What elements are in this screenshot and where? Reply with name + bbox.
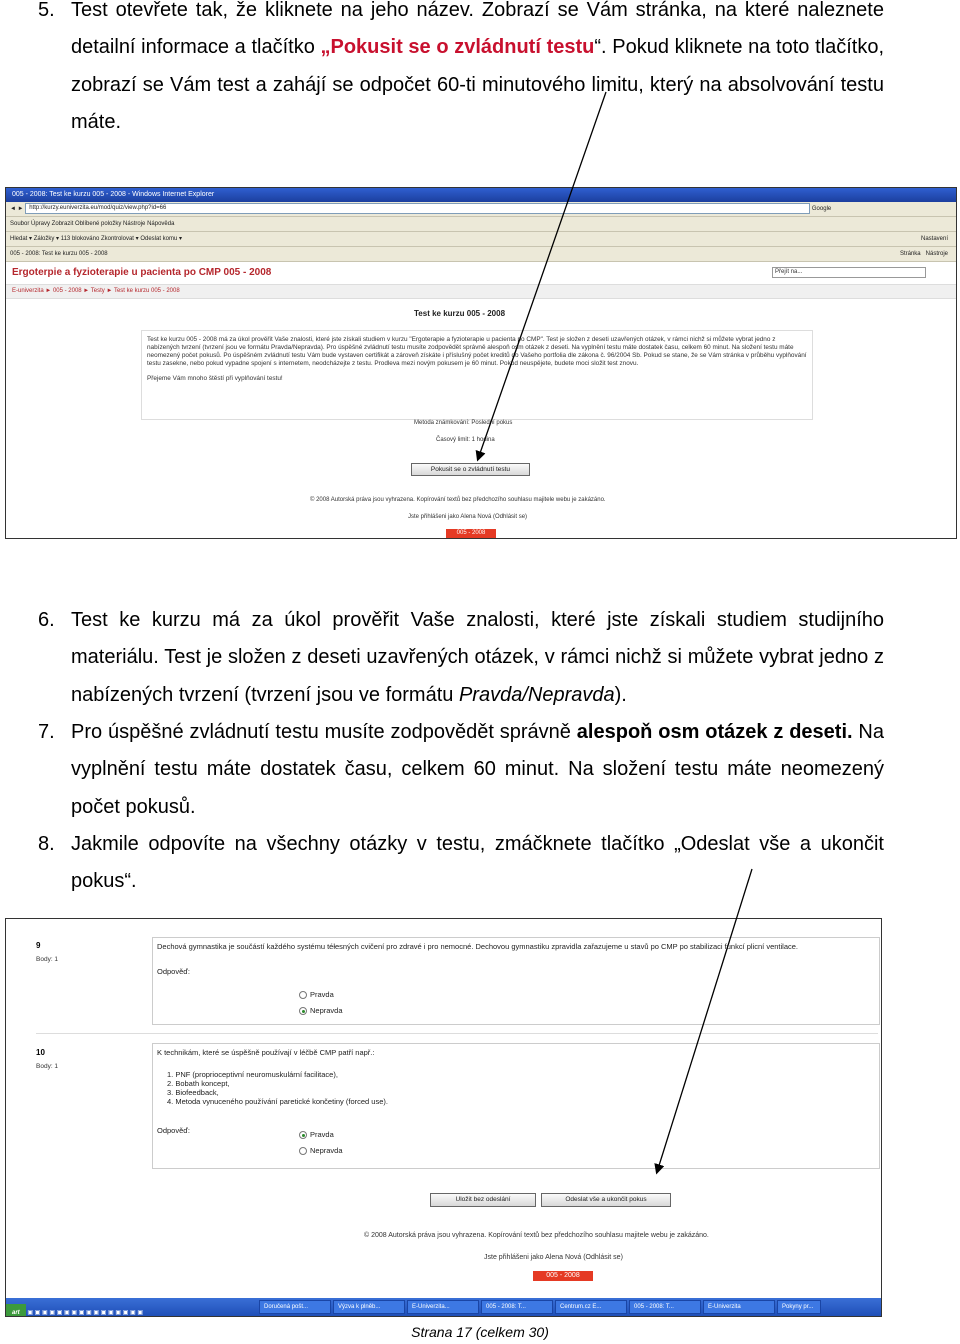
good-luck-text: Přejeme Vám mnoho štěstí při vyplňování testu! — [147, 375, 283, 382]
logged-in[interactable]: Jste přihlášeni jako Alena Nová (Odhlásit se) — [408, 514, 528, 520]
taskbar-item[interactable]: Pokyny pr... — [777, 1300, 821, 1314]
question-9-points: Body: 1 — [36, 956, 59, 963]
option-label: Pravda — [310, 1130, 334, 1139]
tools-menu[interactable]: Nástroje — [925, 251, 948, 257]
list-item: 1. PNF (proprioceptivní neuromuskulární facilitace), — [167, 1070, 338, 1079]
p7-text-before: Pro úspěšné zvládnutí testu musíte zodpovědět správně — [71, 721, 577, 743]
list-item: 3. Biofeedback, — [167, 1088, 219, 1097]
p6-text-before: Test ke kurzu má za úkol prověřit Vaše znalosti, které jste získali studiem studijního materiálu. Test je složen z deseti uzavřených otázek, v rámci nichž si můžete vybrat jedno z nabízených tvrzení (tvrzení jsou ve formátu — [71, 609, 884, 706]
site-title[interactable]: Ergoterpie a fyzioterapie u pacienta po CMP 005 - 2008 — [12, 267, 272, 278]
taskbar-item[interactable]: 005 - 2008: T... — [629, 1300, 701, 1314]
start-attempt-button[interactable]: Pokusit se o zvládnutí testu — [411, 463, 530, 476]
time-limit: Časový limit: 1 hodina — [436, 437, 495, 443]
quick-launch: ▣ ▣ ▣ ▣ ▣ ▣ ▣ ▣ ▣ ▣ ▣ ▣ ▣ ▣ ▣ ▣ — [27, 1310, 144, 1316]
list-item: 2. Bobath koncept, — [167, 1079, 230, 1088]
option-label: Pravda — [310, 990, 334, 999]
settings-link[interactable]: Nastavení — [920, 236, 948, 242]
option-label: Nepravda — [310, 1006, 343, 1015]
taskbar-item[interactable]: Centrum.cz E... — [555, 1300, 627, 1314]
page-menu[interactable]: Stránka — [899, 251, 921, 257]
p5-text-before: Test otevřete tak, že kliknete na jeho název. Zobrazí se Vám stránka, na které naleznete detailní informace a tlačítko — [71, 0, 884, 59]
arrow-to-submit-button — [657, 869, 752, 1172]
save-without-submit-button[interactable]: Uložit bez odeslání — [430, 1193, 536, 1207]
window-title: 005 - 2008: Test ke kurzu 005 - 2008 - Windows Internet Explorer — [6, 188, 956, 202]
p6-italic: Pravda/Nepravda — [458, 683, 615, 706]
item-number: 7. — [38, 721, 55, 743]
copyright: © 2008 Autorská práva jsou vyhrazena. Kopírování textů bez předchozího souhlasu majitele webu je zakázáno. — [364, 1232, 709, 1239]
page-footer: Strana 17 (celkem 30) — [411, 1324, 549, 1340]
answer-label: Odpověď: — [157, 967, 190, 976]
jump-select[interactable]: Přejít na... — [772, 267, 926, 278]
p5-text-after: “. Pokud kliknete na toto tlačítko, zobrazí se Vám test a zahájí se odpočet 60-ti minutového limitu, který na absolvování testu máte. — [71, 36, 884, 134]
item-number: 8. — [38, 833, 55, 855]
browser-tab[interactable]: 005 - 2008: Test ke kurzu 005 - 2008 — [10, 251, 108, 257]
p7-text-after: Na vyplnění testu máte dostatek času, celkem 60 minut. Na složení testu máte neomezený počet pokusů. — [71, 721, 884, 818]
start-button[interactable]: art — [6, 1304, 26, 1317]
question-10-points: Body: 1 — [36, 1063, 59, 1070]
breadcrumb[interactable]: E-univerzita ► 005 - 2008 ► Testy ► Test ke kurzu 005 - 2008 — [6, 285, 956, 299]
item-number: 5. — [38, 0, 55, 21]
list-item: 4. Metoda vynuceného používání paretické končetiny (forced use). — [167, 1097, 388, 1106]
p5-button-name: „Pokusit se o zvládnutí testu — [320, 36, 595, 59]
question-9-text: Dechová gymnastika je součástí každého systému téłesných cvičení pro zdravé i pro nemocné. Dechovou gymnastiku zpravidla zařazujeme u stavů po CMP po stabilizaci funkcí plicní ventilace. — [157, 942, 799, 951]
course-tag[interactable]: 005 - 2008 — [533, 1271, 593, 1281]
taskbar-item[interactable]: 005 - 2008: T... — [481, 1300, 553, 1314]
page-heading: Test ke kurzu 005 - 2008 — [414, 309, 506, 318]
arrow-to-start-button — [478, 92, 606, 459]
question-10-number: 10 — [36, 1048, 45, 1057]
copyright: © 2008 Autorská práva jsou vyhrazena. Kopírování textů bez předchozího souhlasu majitele webu je zakázáno. — [310, 497, 606, 503]
submit-all-button[interactable]: Odeslat vše a ukončit pokus — [541, 1193, 671, 1207]
grading-method: Metoda známkování: Poslední pokus — [414, 420, 513, 426]
logged-in[interactable]: Jste přihlášeni jako Alena Nová (Odhlásit se) — [484, 1254, 623, 1261]
p8-text: Jakmile odpovíte na všechny otázky v testu, zmáčknete tlačítko „Odeslat vše a ukončit pokus“. — [71, 833, 884, 893]
option-label: Nepravda — [310, 1146, 343, 1155]
taskbar-item[interactable]: E-Univerzita... — [407, 1300, 479, 1314]
item-number: 6. — [38, 609, 55, 631]
course-tag[interactable]: 005 - 2008 — [446, 529, 496, 538]
p6-text-after: ). — [614, 683, 627, 706]
p7-bold: alespoň osm otázek z deseti. — [576, 721, 853, 743]
answer-label: Odpověď: — [157, 1126, 190, 1135]
links-items[interactable]: Hledat ▾ Záložky ▾ 113 blokováno Zkontrolovat ▾ Odeslat komu ▾ — [10, 236, 183, 242]
question-9-number: 9 — [36, 941, 41, 950]
menu-items[interactable]: Soubor Úpravy Zobrazit Oblíbené položky Nástroje Nápověda — [10, 221, 175, 227]
question-10-text: K technikám, které se úspěšně používají v léčbě CMP patří např.: — [157, 1048, 375, 1057]
address-bar: ◄ ► http://kurzy.euniverzita.eu/mod/quiz/view.php?id=66 Google — [6, 202, 956, 217]
intro-text: Test ke kurzu 005 - 2008 má za úkol prověřit Vaše znalosti, které jste získali studiem v kurzu "Ergoterapie a fyzioterapie u pacienta po CMP". Test je složen z deseti uzavřených otázek, v rámci nichž si můžete vybrat jedno z nabízených tvrzení (tvrzení jsou ve formátu Pravda/Nepravda). Pro úspěšné zvládnutí testu musíte zodpovědět správně alespoň osm otázek z deseti. Na vyplnění testu máte dostatek času, celkem 60 minut. Na složení testu máte neomezený počet pokusů. Po úspěšném zvládnutí testu Vám bude vystaven certifikát a zároveň získáte i příslušný počet kreditů do Vašeho portfolia dle zákona č. 96/2004 Sb. Pokud se stane, že se Vám stránka v průběhu vyplňování testu zasekne, nebo pokud vypadne spojení s internetem, neodcházejte z testu. Prodleva mezi novým pokusem je 60 minut. Pokud neuspějete, budete moci složit test znovu. — [147, 336, 807, 367]
taskbar-item[interactable]: E-Univerzita — [703, 1300, 775, 1314]
address-field[interactable]: http://kurzy.euniverzita.eu/mod/quiz/view.php?id=66 — [25, 203, 810, 214]
taskbar-item[interactable]: Doručená pošt... — [259, 1300, 331, 1314]
taskbar-item[interactable]: Výzva k plněb... — [333, 1300, 405, 1314]
google-search[interactable]: Google — [811, 206, 832, 212]
